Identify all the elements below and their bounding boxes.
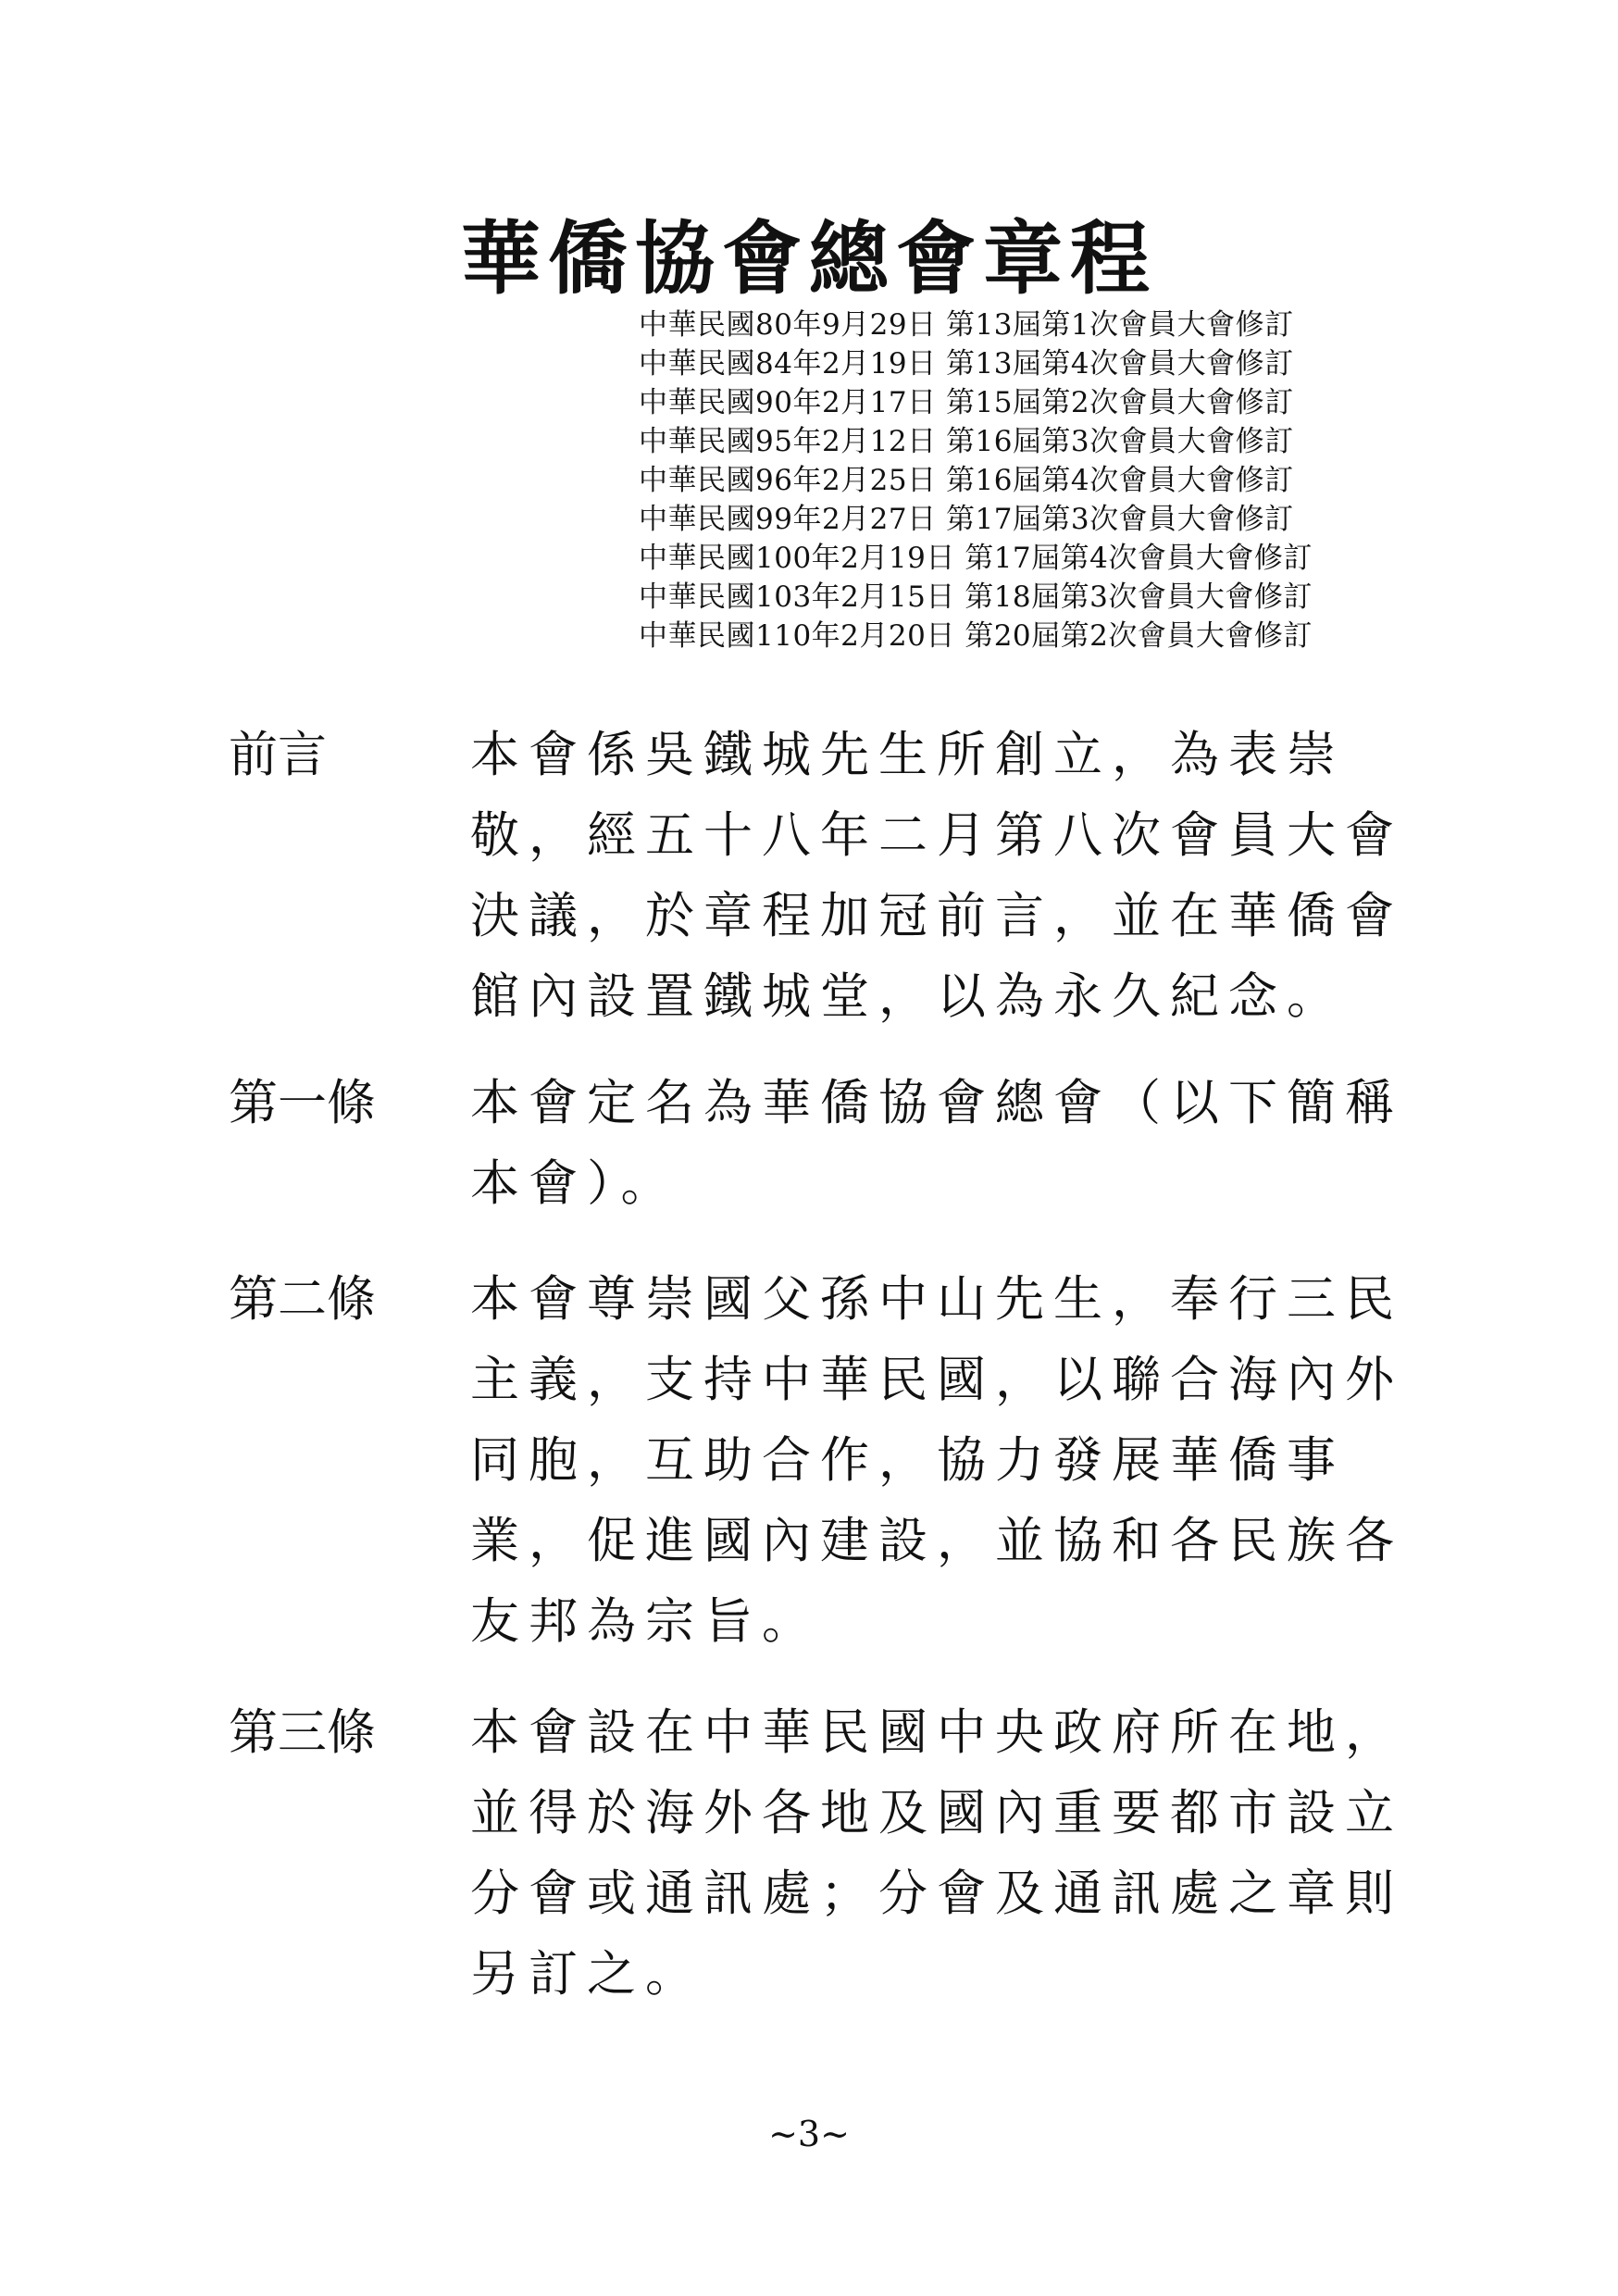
article-label: 前言 — [229, 727, 327, 783]
article-line: 本會尊崇國父孫中山先生，奉行三民 — [470, 1271, 1403, 1328]
revision-line: 中華民國84年2月19日 第13屆第4次會員大會修訂 — [639, 347, 1294, 381]
revision-line: 中華民國90年2月17日 第15屆第2次會員大會修訂 — [639, 386, 1294, 419]
article-line: 業，促進國內建設，並協和各民族各 — [470, 1513, 1403, 1569]
revision-line: 中華民國103年2月15日 第18屆第3次會員大會修訂 — [639, 580, 1313, 614]
revision-line: 中華民國100年2月19日 第17屆第4次會員大會修訂 — [639, 542, 1313, 575]
document-title: 華僑協會總會章程 — [461, 212, 1157, 306]
page-number: ∼3∼ — [768, 2114, 850, 2154]
article-line: 本會係吳鐵城先生所創立，為表崇 — [470, 727, 1345, 783]
article-body — [470, 1259, 1403, 1662]
revision-history — [639, 306, 1398, 655]
article-line: 本會定名為華僑協會總會（以下簡稱 — [470, 1075, 1403, 1131]
article-line: 決議，於章程加冠前言，並在華僑會 — [470, 888, 1403, 944]
revision-line: 中華民國110年2月20日 第20屆第2次會員大會修訂 — [639, 619, 1313, 653]
article-label: 第二條 — [229, 1271, 376, 1328]
article-line: 主義，支持中華民國，以聯合海內外 — [470, 1352, 1403, 1408]
article-line: 友邦為宗旨。 — [470, 1593, 820, 1650]
article-label: 第一條 — [229, 1075, 376, 1131]
revision-line: 中華民國96年2月25日 第16屆第4次會員大會修訂 — [639, 464, 1294, 497]
article-line: 本會）。 — [470, 1155, 679, 1212]
article-line: 同胞，互助合作，協力發展華僑事 — [470, 1432, 1345, 1489]
article-line: 分會或通訊處；分會及通訊處之章則 — [470, 1866, 1403, 1922]
revision-line: 中華民國80年9月29日 第13屆第1次會員大會修訂 — [639, 308, 1294, 342]
article-body — [470, 1063, 1403, 1224]
article-line: 敬，經五十八年二月第八次會員大會 — [470, 807, 1403, 864]
article-line: 本會設在中華民國中央政府所在地， — [470, 1704, 1403, 1761]
article-line: 館內設置鐵城堂，以為永久紀念。 — [470, 968, 1345, 1025]
revision-line: 中華民國95年2月12日 第16屆第3次會員大會修訂 — [639, 425, 1294, 458]
article-line: 並得於海外各地及國內重要都市設立 — [470, 1785, 1403, 1841]
article-label: 第三條 — [229, 1704, 376, 1761]
article-body — [470, 715, 1403, 1037]
article-line: 另訂之。 — [470, 1946, 703, 2003]
revision-line: 中華民國99年2月27日 第17屆第3次會員大會修訂 — [639, 503, 1294, 536]
article-body — [470, 1692, 1403, 2015]
